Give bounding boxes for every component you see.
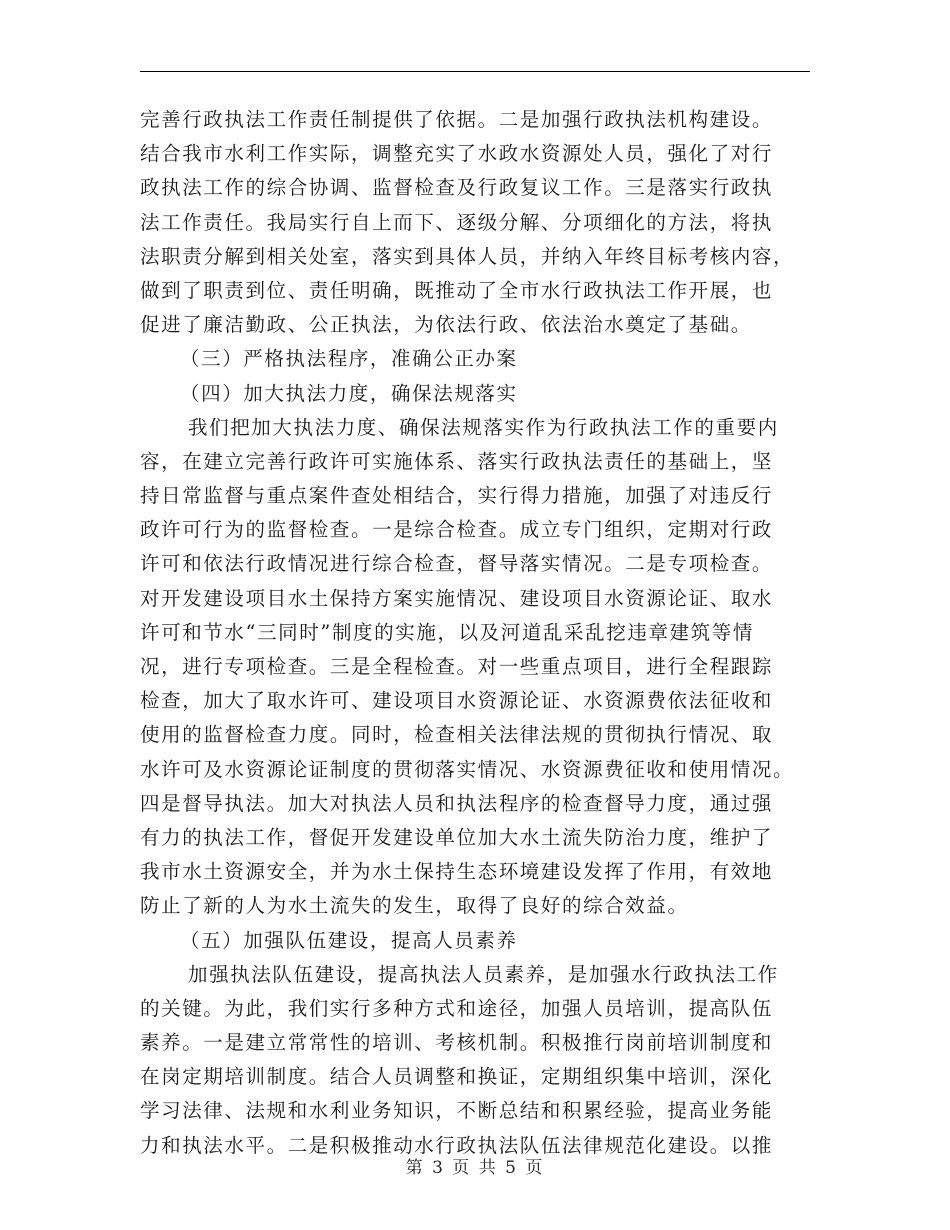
text-line: 许可和节水“三同时”制度的实施，以及河道乱采乱挖违章建筑等情: [140, 620, 754, 644]
text-line: 许可和依法行政情况进行综合检查，督导落实情况。二是专项检查。: [140, 552, 774, 576]
text-line: 学习法律、法规和水利业务知识，不断总结和积累经验，提高业务能: [140, 1099, 774, 1123]
text-line: 完善行政执法工作责任制提供了依据。二是加强行政执法机构建设。: [140, 108, 774, 131]
text-line: 检查，加大了取水许可、建设项目水资源论证、水资源费依法征收和: [140, 689, 774, 713]
page-number-footer: 第 3 页 共 5 页: [405, 1158, 545, 1178]
section-heading: （五）加强队伍建设，提高人员素养: [180, 928, 518, 952]
text-line: 我市水土资源安全，并为水土保持生态环境建设发挥了作用，有效地: [140, 860, 774, 884]
section-heading: （三）严格执法程序，准确公正办案: [180, 347, 518, 371]
document-body: [140, 103, 812, 1163]
text-line: 使用的监督检查力度。同时，检查相关法律法规的贯彻执行情况、取: [140, 723, 774, 747]
text-line: 况，进行专项检查。三是全程检查。对一些重点项目，进行全程跟踪: [140, 655, 774, 678]
text-line: 结合我市水利工作实际，调整充实了水政水资源处人员，强化了对行: [140, 142, 774, 166]
text-line: 对开发建设项目水土保持方案实施情况、建设项目水资源论证、取水: [140, 586, 774, 610]
section-heading: （四）加大执法力度，确保法规落实: [180, 381, 518, 405]
text-line: 素养。一是建立常常性的培训、考核机制。积极推行岗前培训制度和: [140, 1031, 774, 1055]
paragraph-first-line: 我们把加大执法力度、确保法规落实作为行政执法工作的重要内: [188, 415, 779, 439]
header-rule: [140, 71, 810, 72]
text-line: 持日常监督与重点案件查处相结合，实行得力措施，加强了对违反行: [140, 484, 774, 508]
text-line: 的关键。为此，我们实行多种方式和途径，加强人员培训，提高队伍: [140, 996, 774, 1020]
text-line: 政执法工作的综合协调、监督检查及行政复议工作。三是落实行政执: [140, 176, 774, 200]
text-line: 在岗定期培训制度。结合人员调整和换证，定期组织集中培训，深化: [140, 1065, 774, 1089]
text-line: 促进了廉洁勤政、公正执法，为依法行政、依法治水奠定了基础。: [140, 313, 752, 337]
text-line: 四是督导执法。加大对执法人员和执法程序的检查督导力度，通过强: [140, 791, 774, 815]
text-line: 有力的执法工作，督促开发建设单位加大水土流失防治力度，维护了: [140, 825, 774, 849]
text-line: 做到了职责到位、责任明确，既推动了全市水行政执法工作开展，也: [140, 278, 774, 302]
text-line: 防止了新的人为水土流失的发生，取得了良好的综合效益。: [140, 894, 689, 918]
text-line: 法工作责任。我局实行自上而下、逐级分解、分项细化的方法，将执: [140, 210, 774, 234]
text-line: 力和执法水平。二是积极推动水行政执法队伍法律规范化建设。以推: [140, 1133, 774, 1157]
text-line: 政许可行为的监督检查。一是综合检查。成立专门组织，定期对行政: [140, 518, 774, 542]
text-line: 容，在建立完善行政许可实施体系、落实行政执法责任的基础上，坚: [140, 449, 774, 473]
paragraph-first-line: 加强执法队伍建设，提高执法人员素养，是加强水行政执法工作: [188, 962, 779, 986]
text-line: 水许可及水资源论证制度的贯彻落实情况、水资源费征收和使用情况。: [140, 757, 795, 781]
text-line: 法职责分解到相关处室，落实到具体人员，并纳入年终目标考核内容，: [140, 244, 795, 268]
